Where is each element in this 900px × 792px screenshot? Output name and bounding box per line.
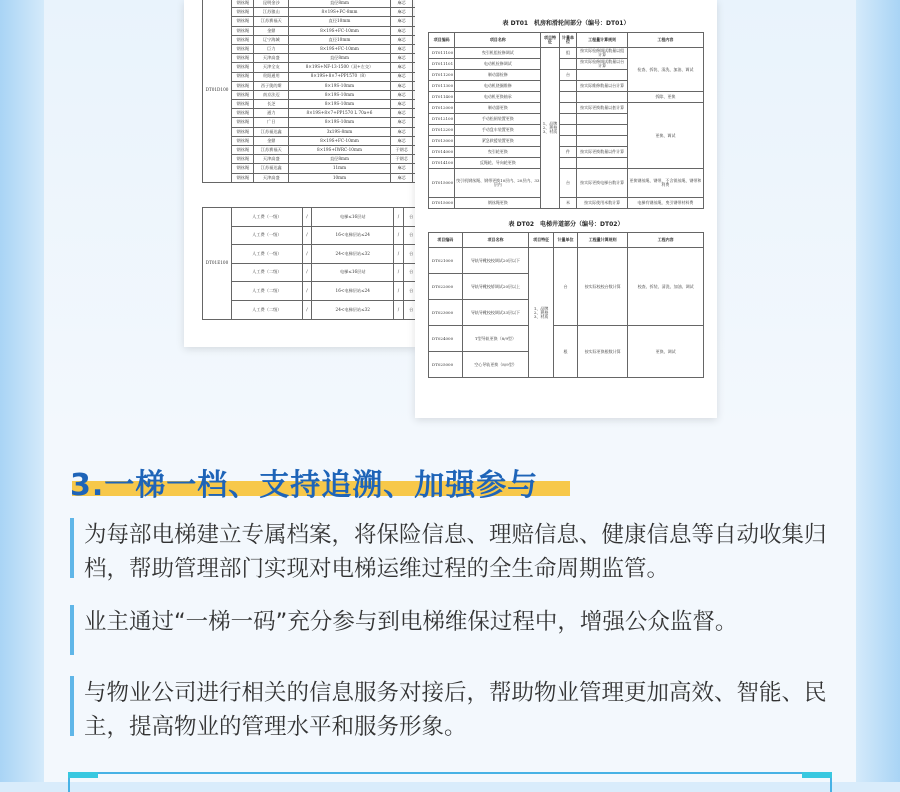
table-cell: / <box>302 282 312 301</box>
table-cell: 广日 <box>254 118 289 127</box>
table-cell: 麻芯 <box>390 118 412 127</box>
table-cell: 直径10mm <box>289 35 391 44</box>
table-cell: 8×19S-10mm <box>289 81 391 90</box>
table-row <box>203 109 432 118</box>
table-cell <box>559 158 577 169</box>
table-cell: 导轨导靴校矫调试20层以上 <box>462 274 529 300</box>
table-cell: 电梯≤16层站 <box>312 208 394 227</box>
table-cell: 台 <box>559 169 577 198</box>
table-cell: 手动松闸装置更换 <box>455 114 541 125</box>
feature-line: 1、品牌 <box>542 121 558 126</box>
left-parts-table-bottom <box>202 207 432 320</box>
table-cell: 钢丝绳 <box>232 173 254 182</box>
table-cell: 钢丝绳更换 <box>455 198 541 209</box>
table-cell: 麻芯 <box>390 35 412 44</box>
table-cell: 8×19S+FC-10mm <box>289 44 391 53</box>
table-cell: 项目名称 <box>455 33 541 48</box>
table-cell: 麻芯 <box>390 127 412 136</box>
table-row <box>203 127 432 136</box>
table-cell: 钢丝绳 <box>232 109 254 118</box>
table-cell: / <box>302 208 312 227</box>
table-cell: 计量单位 <box>553 233 577 248</box>
table-row <box>429 103 704 114</box>
table-row <box>203 226 432 245</box>
table-cell: 台 <box>403 300 419 319</box>
table-cell: 台 <box>553 248 577 326</box>
table-cell: 麻芯 <box>390 0 412 8</box>
table-row <box>203 90 432 99</box>
table-cell: 麻芯 <box>390 173 412 182</box>
table-cell: DT011101 <box>429 59 455 70</box>
table-cell: 台 <box>559 70 577 81</box>
table-cell: 麻芯 <box>390 136 412 145</box>
paragraph-bar <box>70 605 74 655</box>
table-cell: / <box>302 245 312 264</box>
table-cell: 麻芯 <box>390 109 412 118</box>
table-cell: 贵阳通用 <box>254 72 289 81</box>
table-cell: 金鼎 <box>254 136 289 145</box>
table-cell: 天津高盛 <box>254 54 289 63</box>
table-cell: 麻芯 <box>390 100 412 109</box>
table-cell: 钢丝绳 <box>232 118 254 127</box>
table-row <box>203 146 432 155</box>
table-row <box>203 17 432 26</box>
table-cell: 钢丝绳 <box>232 164 254 173</box>
table-cell: / <box>394 245 404 264</box>
table-cell <box>577 92 627 103</box>
table1 <box>428 32 704 209</box>
table-cell: 钢丝绳 <box>232 17 254 26</box>
table-row <box>203 155 432 164</box>
right-side-glow <box>852 0 900 782</box>
table-cell: 钢丝绳 <box>232 54 254 63</box>
table-cell: DT015000 <box>429 169 455 198</box>
table-cell: 钢丝绳 <box>232 90 254 99</box>
table-cell: 拆除、更换 <box>627 92 703 103</box>
table-cell: 直径8mm <box>289 0 391 8</box>
table-cell: 于钢芯 <box>390 155 412 164</box>
table-cell: 项目特征 <box>541 33 559 48</box>
section-heading: 3.一梯一档、支持追溯、加强参与 <box>70 468 539 503</box>
table-cell: DT013000 <box>429 136 455 147</box>
table2 <box>428 232 704 378</box>
table-cell: 曳引轮更换 <box>455 147 541 158</box>
table-cell <box>559 92 577 103</box>
table-cell: 电动机更换轴承 <box>455 92 541 103</box>
table-cell: 钢丝绳 <box>232 35 254 44</box>
table-cell: 导轨导靴校校调试20层以下 <box>462 248 529 274</box>
table-cell: 直径8mm <box>289 54 391 63</box>
table-cell: 昆明金沙 <box>254 0 289 8</box>
table-cell: DT011200 <box>429 70 455 81</box>
table-cell: DT01E100 <box>203 208 232 320</box>
table-cell: 曳引机组检修调试 <box>455 48 541 59</box>
table-cell: 按实际检修调试数量以台计算 <box>577 59 627 70</box>
table-cell: 根 <box>553 326 577 378</box>
left-side-glow <box>0 0 48 782</box>
table-cell <box>559 114 577 125</box>
table-cell: 钢丝绳 <box>232 26 254 35</box>
table-cell: 钢丝绳 <box>232 136 254 145</box>
table-cell: 24<电梯层站≤32 <box>312 300 394 319</box>
table-row <box>203 54 432 63</box>
table-cell: / <box>302 263 312 282</box>
table-row <box>203 118 432 127</box>
table-cell: 按实际更换电梯台数计算 <box>577 169 627 198</box>
table-cell: 麻芯 <box>390 63 412 72</box>
table-cell: 钢丝绳 <box>232 127 254 136</box>
table-cell: 按实际检修调试数量以组计算 <box>577 48 627 59</box>
left-parts-table-top <box>202 0 432 183</box>
table-cell: 麻芯 <box>390 81 412 90</box>
table-row <box>203 136 432 145</box>
table-cell: 于钢芯 <box>390 146 412 155</box>
table-cell <box>577 125 627 136</box>
table-cell: 更换钢丝绳、钢带，不含锁丝绳、钢带和利费 <box>627 169 703 198</box>
table-cell: 麻芯 <box>390 26 412 35</box>
table-cell: 按实际校校台数计算 <box>578 248 628 326</box>
table-cell: 人工费（二级） <box>232 263 303 282</box>
table-cell: 项目名称 <box>462 233 529 248</box>
table-cell: 16<电梯层站≤24 <box>312 226 394 245</box>
table-cell: 台 <box>403 208 419 227</box>
table-cell: / <box>394 300 404 319</box>
table1-title: 表 DT01 机房和滑轮间部分（编号：DT01） <box>502 20 630 27</box>
table-cell: 空心导轨更换（8/9型） <box>462 352 529 378</box>
table-cell: 组 <box>559 48 577 59</box>
table-row <box>203 72 432 81</box>
table-row <box>203 35 432 44</box>
table-row <box>203 173 432 182</box>
table-cell: 台 <box>403 263 419 282</box>
table-cell: 江苏福达鑫 <box>254 164 289 173</box>
table-cell <box>577 158 627 169</box>
table-cell: 电梯≤16层站 <box>312 263 394 282</box>
table-cell: 件 <box>559 147 577 158</box>
table-cell: 8×19S-10mm <box>289 118 391 127</box>
table-cell: 麻芯 <box>390 72 412 81</box>
table-row <box>203 208 432 227</box>
table-cell: 按实际更换数量以件计算 <box>577 147 627 158</box>
table-cell: 麻芯 <box>390 44 412 53</box>
table-cell: DT011100 <box>429 48 455 59</box>
table-cell: / <box>394 263 404 282</box>
table-cell: 校查、拆装、清洗、加油、调试 <box>628 248 704 326</box>
table-cell: 钢丝绳 <box>232 8 254 17</box>
paragraph-3 <box>70 676 840 744</box>
table-row <box>203 100 432 109</box>
table-cell: 通力 <box>254 109 289 118</box>
table-cell: 10mm <box>289 173 391 182</box>
table-row <box>203 63 432 72</box>
table-cell <box>559 81 577 92</box>
table-cell: 人工费（一级） <box>232 208 303 227</box>
table-cell: 麻芯 <box>390 54 412 63</box>
paragraph-2 <box>70 605 840 639</box>
paragraph-bar <box>70 518 74 578</box>
table-cell: / <box>394 208 404 227</box>
table-cell <box>559 136 577 147</box>
table-cell: 计量单位 <box>559 33 577 48</box>
frame-corner-right <box>802 772 832 778</box>
table-cell: 麻芯 <box>390 164 412 173</box>
table-row <box>429 48 704 59</box>
table-cell: 反绳轮、导向轮更换 <box>455 158 541 169</box>
paragraph-bar <box>70 676 74 736</box>
table-row <box>429 92 704 103</box>
table-cell: 钢丝绳 <box>232 155 254 164</box>
table-cell: 手动盘车装置更换 <box>455 125 541 136</box>
paragraph-text: 业主通过“一梯一码”充分参与到电梯维保过程中，增强公众监督。 <box>84 609 738 635</box>
table-cell: 钢丝绳 <box>232 146 254 155</box>
table-row <box>429 326 704 352</box>
paragraph-text: 与物业公司进行相关的信息服务对接后，帮助物业管理更加高效、智能、民主，提高物业的管理水平和服务形象。 <box>84 680 827 740</box>
table-cell: 8×19S+8×7+PP1570（8） <box>289 72 391 81</box>
table-cell: 8×19S-10mm <box>289 90 391 99</box>
table-cell: 台 <box>403 282 419 301</box>
table-row <box>203 300 432 319</box>
table-cell: 天津全友 <box>254 63 289 72</box>
frame-corner-left <box>68 772 98 778</box>
feature-line: 3、材质 <box>542 129 558 134</box>
table-cell: 11mm <box>289 164 391 173</box>
table-cell: 麻芯 <box>390 17 412 26</box>
table-cell: / <box>302 300 312 319</box>
table-cell: 人工费（二级） <box>232 300 303 319</box>
table-cell: 项目特征 <box>529 233 553 248</box>
table-cell: 人工费（一级） <box>232 245 303 264</box>
table-cell: 江苏赛福天 <box>254 17 289 26</box>
right-document-image <box>415 0 717 418</box>
table-cell: 曳引机钢丝绳、钢带更换10层内、20层内、33层内 <box>455 169 541 198</box>
table-cell <box>541 48 559 209</box>
table-cell <box>559 59 577 70</box>
feature-line: 1、品牌 <box>533 305 549 311</box>
table-row <box>203 44 432 53</box>
table-cell: 电梯有钢丝绳，曳引钢带材料费 <box>627 198 703 209</box>
table-cell: 钢丝绳 <box>232 100 254 109</box>
table-cell: 更换、调试 <box>628 326 704 378</box>
table-cell: 工程量计算规则 <box>578 233 628 248</box>
table-cell: 直径8mm <box>289 155 391 164</box>
table-cell: 米 <box>559 198 577 209</box>
table-cell: DT011400 <box>429 92 455 103</box>
table-cell: 8×19S+FC-8mm <box>289 8 391 17</box>
table-row <box>203 81 432 90</box>
table-row <box>203 245 432 264</box>
table-cell: 钢丝绳 <box>232 0 254 8</box>
table-cell: 人工费（二级） <box>232 282 303 301</box>
table-cell: 8×19S+IWRC-10mm <box>289 146 391 155</box>
table-cell: DT014100 <box>429 158 455 169</box>
table-cell: 台 <box>403 226 419 245</box>
table-cell: 江苏狼山 <box>254 8 289 17</box>
table-cell: 人工费（一级） <box>232 226 303 245</box>
table-cell: DT024000 <box>429 326 463 352</box>
table-cell <box>559 125 577 136</box>
table-cell: 钢丝绳 <box>232 63 254 72</box>
table-cell: DT025000 <box>429 352 463 378</box>
table-cell: DT023000 <box>429 300 463 326</box>
table-cell: 长芝 <box>254 100 289 109</box>
table-cell: DT011300 <box>429 81 455 92</box>
table-cell: 辽宁海城 <box>254 35 289 44</box>
table-cell: 南京法迈 <box>254 90 289 99</box>
table-row <box>203 8 432 17</box>
table-cell: 项目编码 <box>429 233 463 248</box>
table-cell: 天津高盛 <box>254 155 289 164</box>
table-cell: 江苏福达鑫 <box>254 127 289 136</box>
table-cell: DT014000 <box>429 147 455 158</box>
table-cell: 16<电梯层站≤24 <box>312 282 394 301</box>
table-row <box>203 26 432 35</box>
table-cell: DT015000 <box>429 198 455 209</box>
table-cell: 项目编码 <box>429 33 455 48</box>
table-cell: 3x19S-8mm <box>289 127 391 136</box>
paragraph-text: 为每部电梯建立专属档案，将保险信息、理赔信息、健康信息等自动收集归档，帮助管理部门实现对电梯运维过程的全生命周期监管。 <box>84 522 827 582</box>
table-cell: / <box>302 226 312 245</box>
table-cell: 8×19S+8×7+PP1570 L 70a+6 <box>289 109 391 118</box>
table-cell: DT012200 <box>429 125 455 136</box>
table-cell <box>577 136 627 147</box>
table-row <box>203 0 432 8</box>
table-cell: 紧急救援装置更换 <box>455 136 541 147</box>
table-cell: DT022000 <box>429 274 463 300</box>
table-cell: 电动机绕圈维修 <box>455 81 541 92</box>
table-cell: 工程量计算规则 <box>577 33 627 48</box>
table-cell <box>529 248 553 378</box>
bottom-frame <box>68 772 832 792</box>
table-cell: / <box>394 226 404 245</box>
left-document-image <box>184 0 416 347</box>
table-cell: DT021000 <box>429 248 463 274</box>
table-cell: 制动器检修 <box>455 70 541 81</box>
table-cell: 电动机检修调试 <box>455 59 541 70</box>
table-cell: 工程内容 <box>627 33 703 48</box>
table-cell <box>559 103 577 114</box>
feature-line: 2、规格 <box>533 309 549 315</box>
table-row <box>203 263 432 282</box>
table-cell: 工程内容 <box>628 233 704 248</box>
table-cell: 8×19S-10mm <box>289 100 391 109</box>
table-cell: 24<电梯层站≤32 <box>312 245 394 264</box>
table-row <box>429 248 704 274</box>
table-cell: DT012100 <box>429 114 455 125</box>
table-row <box>429 169 704 198</box>
table-row <box>429 198 704 209</box>
paragraph-1 <box>70 518 840 586</box>
table-row <box>203 164 432 173</box>
table-cell: 西子奥的斯 <box>254 81 289 90</box>
table-cell: 麻芯 <box>390 8 412 17</box>
table-cell: 制动器更换 <box>455 103 541 114</box>
table-cell: 8×19S+FC-10mm <box>289 136 391 145</box>
table-cell: 更换、调试 <box>627 103 703 169</box>
table-cell: / <box>394 282 404 301</box>
table-cell: 台 <box>403 245 419 264</box>
table-cell: DT012000 <box>429 103 455 114</box>
table-cell: T型导轨更换（8/9型） <box>462 326 529 352</box>
table-cell: 金鼎 <box>254 26 289 35</box>
table-row <box>203 282 432 301</box>
table-cell: 麻芯 <box>390 90 412 99</box>
table-cell <box>577 114 627 125</box>
table-cell: 8×19S+FC-10mm <box>289 26 391 35</box>
table2-title: 表 DT02 电梯井道部分（编号：DT02） <box>508 221 624 228</box>
table-cell <box>577 70 627 81</box>
table-cell: 钢丝绳 <box>232 72 254 81</box>
table-cell: 检查、拆装、清洗、加油、调试 <box>627 48 703 92</box>
table-cell: 江苏赛福天 <box>254 146 289 155</box>
table-cell: 直径10mm <box>289 17 391 26</box>
table-cell: 钢丝绳 <box>232 81 254 90</box>
table-cell: 按实际更换根数计算 <box>578 326 628 378</box>
table-cell: 按实际维修数量以台计算 <box>577 81 627 92</box>
table-cell: 天津高盛 <box>254 173 289 182</box>
table-cell: 8×19S+NF-13-1500（双+左交） <box>289 63 391 72</box>
table-cell: 钢丝绳 <box>232 44 254 53</box>
table-cell: DT01D100 <box>203 0 232 182</box>
feature-line: 3、材质 <box>533 313 549 319</box>
table-cell: 按实际更换数量以套计算 <box>577 103 627 114</box>
table-cell: 巨力 <box>254 44 289 53</box>
table-cell: 导轨导靴校校调试33层以下 <box>462 300 529 326</box>
feature-line: 2、规格 <box>542 125 558 130</box>
table-cell: 按实际使用米数计算 <box>577 198 627 209</box>
